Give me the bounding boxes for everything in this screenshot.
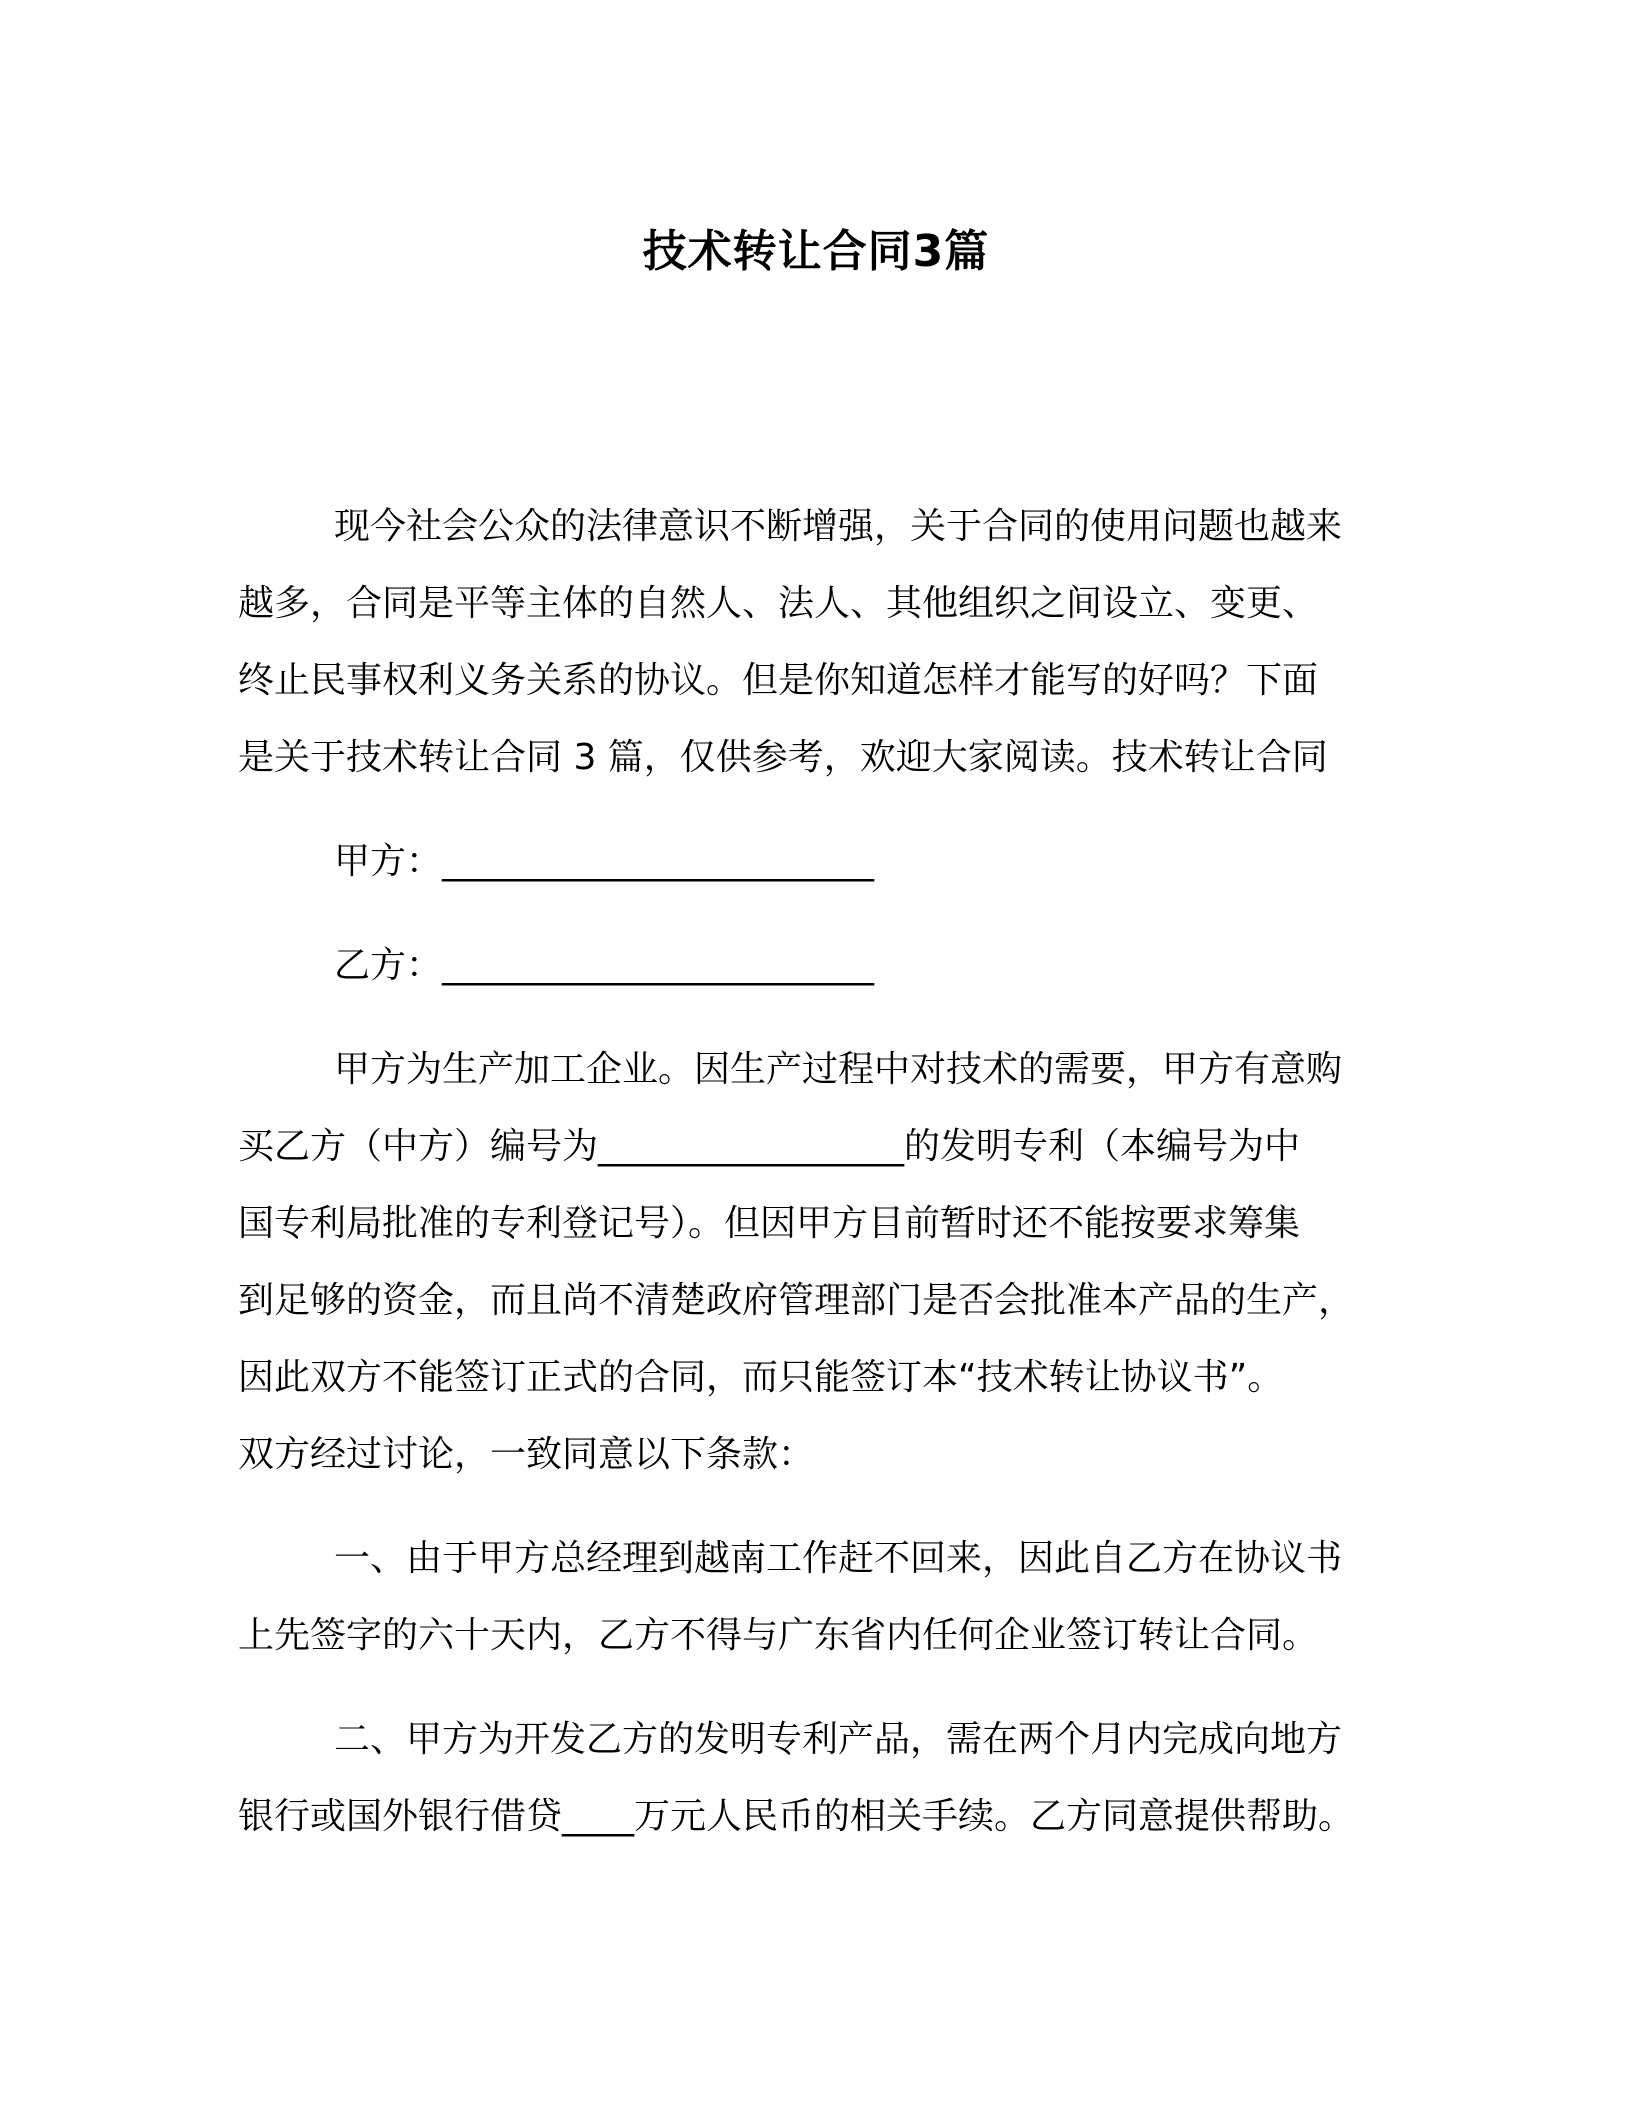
document-body [238,488,1408,1855]
text-line: 上先签字的六十天内，乙方不得与广东省内任何企业签订转让合同。 [238,1615,1319,1656]
clause-1-paragraph [238,1520,1408,1674]
text-line: 是关于技术转让合同 3 篇，仅供参考，欢迎大家阅读。技术转让合同 [238,737,1328,778]
text-line: 甲方为生产加工企业。因生产过程中对技术的需要，甲方有意购 [334,1049,1343,1090]
text-line: 终止民事权利义务关系的协议。但是你知道怎样才能写的好吗？下面 [238,660,1319,701]
text-line: 银行或国外银行借贷____万元人民币的相关手续。乙方同意提供帮助。 [238,1796,1355,1837]
text-line: 二、甲方为开发乙方的发明专利产品，需在两个月内完成向地方 [334,1719,1343,1760]
text-line: 越多，合同是平等主体的自然人、法人、其他组织之间设立、变更、 [238,583,1319,624]
clause-2-paragraph [238,1701,1408,1855]
party-b-line: 乙方：________________________ [334,945,875,986]
document-title: 技术转让合同3篇 [642,226,990,277]
text-line: 一、由于甲方总经理到越南工作赶不回来，因此自乙方在协议书 [334,1538,1343,1579]
intro-paragraph [238,488,1408,796]
paragraph-gap [238,900,1408,927]
text-line: 国专利局批准的专利登记号）。但因甲方目前暂时还不能按要求筹集 [238,1203,1301,1244]
paragraph-gap [238,796,1408,823]
text-line: 买乙方（中方）编号为_________________的发明专利（本编号为中 [238,1126,1301,1167]
clause-intro-paragraph [238,1031,1408,1493]
party-a-line: 甲方：________________________ [334,841,875,882]
paragraph-gap [238,1493,1408,1520]
text-line: 双方经过讨论，一致同意以下条款： [238,1434,815,1475]
text-line: 现今社会公众的法律意识不断增强，关于合同的使用问题也越来 [334,506,1343,547]
paragraph-gap [238,1004,1408,1031]
paragraph-gap [238,1674,1408,1701]
text-line: 因此双方不能签订正式的合同，而只能签订本“技术转让协议书”。 [238,1357,1284,1398]
text-line: 到足够的资金，而且尚不清楚政府管理部门是否会批准本产品的生产， [238,1280,1355,1321]
